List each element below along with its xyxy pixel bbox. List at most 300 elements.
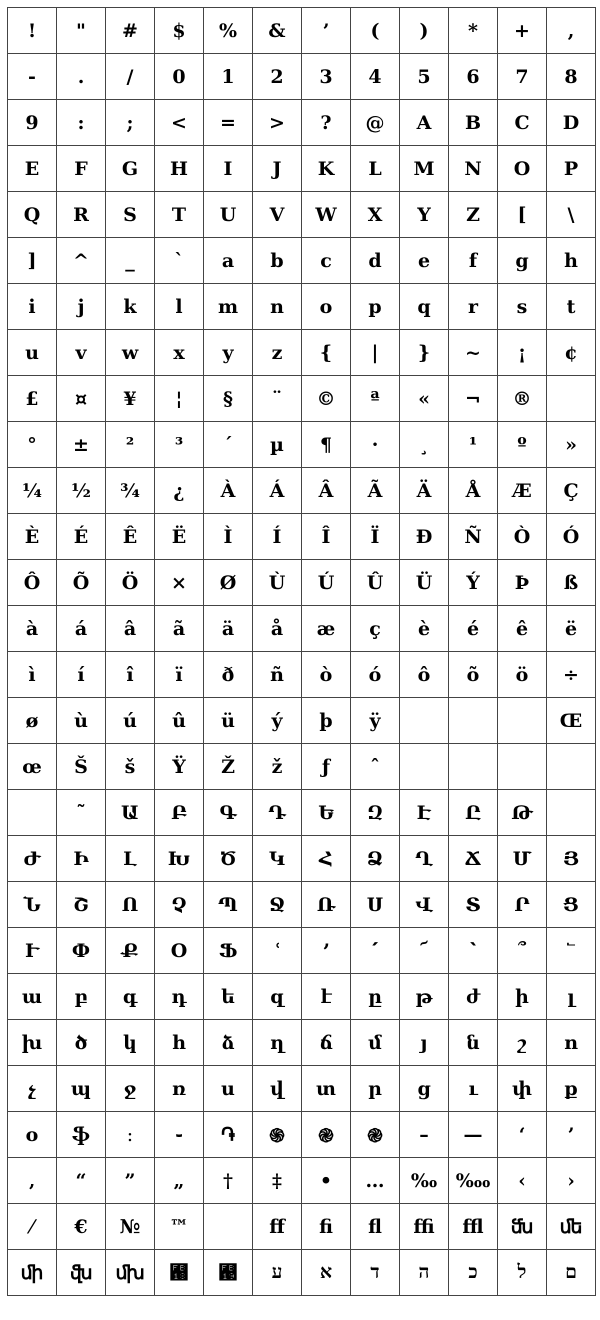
glyph-cell: Ä (400, 468, 449, 514)
glyph-cell: Ì (204, 514, 253, 560)
glyph-cell: ﬘ (155, 1250, 204, 1296)
glyph-cell: @ (351, 100, 400, 146)
glyph-cell: բ (57, 974, 106, 1020)
glyph-cell: b (253, 238, 302, 284)
glyph-cell: ¹ (449, 422, 498, 468)
glyph-cell: ª (351, 376, 400, 422)
glyph-cell: ղ (253, 1020, 302, 1066)
glyph-cell (449, 744, 498, 790)
glyph-cell: ñ (253, 652, 302, 698)
glyph-cell: Ր (498, 882, 547, 928)
glyph-cell: A (400, 100, 449, 146)
glyph-cell: É (57, 514, 106, 560)
glyph-cell: œ (8, 744, 57, 790)
glyph-grid (7, 7, 596, 1296)
glyph-cell: ՝ (449, 928, 498, 974)
glyph-cell: R (57, 192, 106, 238)
glyph-cell: ´ (204, 422, 253, 468)
glyph-cell: ö (498, 652, 547, 698)
glyph-cell: ՟ (547, 928, 596, 974)
glyph-cell: Ք (106, 928, 155, 974)
glyph-cell: o (302, 284, 351, 330)
glyph-cell: ց (400, 1066, 449, 1112)
glyph-cell: ® (498, 376, 547, 422)
glyph-cell: ’ (302, 8, 351, 54)
glyph-cell: խ (8, 1020, 57, 1066)
glyph-cell: x (155, 330, 204, 376)
glyph-cell: չ (8, 1066, 57, 1112)
glyph-cell: C (498, 100, 547, 146)
glyph-cell: # (106, 8, 155, 54)
glyph-cell: ‡ (253, 1158, 302, 1204)
glyph-cell: $ (155, 8, 204, 54)
glyph-cell: ¶ (302, 422, 351, 468)
glyph-cell: L (351, 146, 400, 192)
glyph-cell: Ý (449, 560, 498, 606)
glyph-cell: 1 (204, 54, 253, 100)
glyph-cell: տ (302, 1066, 351, 1112)
glyph-cell: ! (8, 8, 57, 54)
glyph-cell: ﬤ (449, 1250, 498, 1296)
glyph-cell: Ç (547, 468, 596, 514)
glyph-cell: Ù (253, 560, 302, 606)
glyph-cell (449, 698, 498, 744)
glyph-cell (498, 698, 547, 744)
glyph-cell: թ (400, 974, 449, 1020)
glyph-cell: ﬥ (498, 1250, 547, 1296)
glyph-cell: ձ (204, 1020, 253, 1066)
glyph-cell: % (204, 8, 253, 54)
glyph-cell: Լ (106, 836, 155, 882)
glyph-cell: Ձ (351, 836, 400, 882)
glyph-cell: Հ (302, 836, 351, 882)
glyph-cell: ½ (57, 468, 106, 514)
glyph-cell: “ (57, 1158, 106, 1204)
glyph-cell: z (253, 330, 302, 376)
glyph-cell: Ê (106, 514, 155, 560)
glyph-cell: ջ (106, 1066, 155, 1112)
glyph-cell: շ (498, 1020, 547, 1066)
glyph-cell: a (204, 238, 253, 284)
glyph-cell: K (302, 146, 351, 192)
glyph-cell: Գ (204, 790, 253, 836)
glyph-cell: × (155, 560, 204, 606)
glyph-cell: Ռ (302, 882, 351, 928)
glyph-cell: Ճ (449, 836, 498, 882)
glyph-cell: • (302, 1158, 351, 1204)
glyph-cell: ֊ (155, 1112, 204, 1158)
glyph-cell: ² (106, 422, 155, 468)
glyph-cell: Å (449, 468, 498, 514)
glyph-cell: E (8, 146, 57, 192)
glyph-cell: Õ (57, 560, 106, 606)
glyph-cell: Ի (57, 836, 106, 882)
glyph-cell: ü (204, 698, 253, 744)
glyph-cell: ¸ (400, 422, 449, 468)
glyph-cell: ‱ (449, 1158, 498, 1204)
glyph-cell: r (449, 284, 498, 330)
glyph-cell: Չ (155, 882, 204, 928)
glyph-cell: H (155, 146, 204, 192)
glyph-cell: h (547, 238, 596, 284)
glyph-cell: ¡ (498, 330, 547, 376)
glyph-cell: Ղ (400, 836, 449, 882)
glyph-cell: ֍ (253, 1112, 302, 1158)
glyph-cell: Š (57, 744, 106, 790)
glyph-cell: j (57, 284, 106, 330)
glyph-cell: 4 (351, 54, 400, 100)
glyph-cell: £ (8, 376, 57, 422)
glyph-cell: ﬂ (351, 1204, 400, 1250)
glyph-cell: ß (547, 560, 596, 606)
glyph-cell: յ (400, 1020, 449, 1066)
glyph-cell: ֎ (302, 1112, 351, 1158)
glyph-cell: ե (204, 974, 253, 1020)
glyph-cell: ժ (449, 974, 498, 1020)
glyph-cell: ﬓ (498, 1204, 547, 1250)
glyph-cell: à (8, 606, 57, 652)
glyph-cell: Յ (547, 836, 596, 882)
glyph-cell: Ö (106, 560, 155, 606)
glyph-cell: ø (8, 698, 57, 744)
glyph-cell: ¼ (8, 468, 57, 514)
glyph-cell (204, 1204, 253, 1250)
glyph-cell: _ (106, 238, 155, 284)
glyph-cell: æ (302, 606, 351, 652)
glyph-cell: N (449, 146, 498, 192)
glyph-cell: Մ (498, 836, 547, 882)
glyph-cell: ’ (547, 1112, 596, 1158)
glyph-cell: ﬀ (253, 1204, 302, 1250)
glyph-cell: " (57, 8, 106, 54)
glyph-cell: ù (57, 698, 106, 744)
glyph-cell: օ (8, 1112, 57, 1158)
glyph-cell: s (498, 284, 547, 330)
glyph-cell: Պ (204, 882, 253, 928)
glyph-cell: ն (449, 1020, 498, 1066)
glyph-cell: Ž (204, 744, 253, 790)
glyph-cell: § (204, 376, 253, 422)
glyph-cell: [ (498, 192, 547, 238)
glyph-cell: í (57, 652, 106, 698)
glyph-cell: ° (8, 422, 57, 468)
glyph-cell: Ա (106, 790, 155, 836)
glyph-cell: ը (351, 974, 400, 1020)
glyph-cell: k (106, 284, 155, 330)
glyph-cell: ¬ (449, 376, 498, 422)
glyph-cell: ¥ (106, 376, 155, 422)
glyph-cell: կ (106, 1020, 155, 1066)
glyph-cell: ç (351, 606, 400, 652)
glyph-cell: c (302, 238, 351, 284)
glyph-cell: ՚ (302, 928, 351, 974)
glyph-cell: ⁄ (8, 1204, 57, 1250)
glyph-cell: T (155, 192, 204, 238)
glyph-cell: Þ (498, 560, 547, 606)
glyph-cell: Կ (253, 836, 302, 882)
glyph-cell: › (547, 1158, 596, 1204)
glyph-cell: պ (57, 1066, 106, 1112)
glyph-cell: Ó (547, 514, 596, 560)
glyph-cell: Դ (253, 790, 302, 836)
glyph-cell: վ (253, 1066, 302, 1112)
glyph-cell: w (106, 330, 155, 376)
glyph-cell: 7 (498, 54, 547, 100)
glyph-cell: ú (106, 698, 155, 744)
glyph-cell: ﬠ (253, 1250, 302, 1296)
glyph-cell: „ (155, 1158, 204, 1204)
glyph-cell: ա (8, 974, 57, 1020)
glyph-cell: զ (253, 974, 302, 1020)
glyph-cell: Ÿ (155, 744, 204, 790)
glyph-cell: ﬄ (449, 1204, 498, 1250)
glyph-cell: Փ (57, 928, 106, 974)
glyph-cell: B (449, 100, 498, 146)
glyph-cell: ﬕ (8, 1250, 57, 1296)
glyph-cell: = (204, 100, 253, 146)
glyph-cell: ﬔ (547, 1204, 596, 1250)
glyph-cell: ս (204, 1066, 253, 1112)
glyph-cell: S (106, 192, 155, 238)
glyph-cell: - (8, 54, 57, 100)
glyph-cell: « (400, 376, 449, 422)
glyph-cell: ք (547, 1066, 596, 1112)
glyph-cell: î (106, 652, 155, 698)
glyph-cell: I (204, 146, 253, 192)
glyph-cell: 9 (8, 100, 57, 146)
glyph-cell: դ (155, 974, 204, 1020)
glyph-cell: 5 (400, 54, 449, 100)
glyph-cell: ã (155, 606, 204, 652)
glyph-cell: ì (8, 652, 57, 698)
glyph-cell: ։ (106, 1112, 155, 1158)
glyph-cell: ո (547, 1020, 596, 1066)
glyph-cell: Տ (449, 882, 498, 928)
glyph-cell: Á (253, 468, 302, 514)
glyph-cell: , (547, 8, 596, 54)
glyph-cell: ” (106, 1158, 155, 1204)
glyph-cell: G (106, 146, 155, 192)
glyph-cell: ‹ (498, 1158, 547, 1204)
glyph-cell: å (253, 606, 302, 652)
glyph-cell: Ծ (204, 836, 253, 882)
glyph-cell: \ (547, 192, 596, 238)
glyph-cell: µ (253, 422, 302, 468)
glyph-cell: Բ (155, 790, 204, 836)
glyph-cell: & (253, 8, 302, 54)
glyph-cell: ] (8, 238, 57, 284)
glyph-cell: ֎ (351, 1112, 400, 1158)
glyph-cell: F (57, 146, 106, 192)
glyph-cell: † (204, 1158, 253, 1204)
glyph-cell: № (106, 1204, 155, 1250)
glyph-cell: – (400, 1112, 449, 1158)
glyph-cell: M (400, 146, 449, 192)
glyph-cell: g (498, 238, 547, 284)
glyph-cell: ի (498, 974, 547, 1020)
glyph-cell: · (351, 422, 400, 468)
glyph-cell: € (57, 1204, 106, 1250)
glyph-cell: ó (351, 652, 400, 698)
glyph-cell: á (57, 606, 106, 652)
glyph-cell: Î (302, 514, 351, 560)
glyph-cell: ¦ (155, 376, 204, 422)
glyph-cell: è (400, 606, 449, 652)
glyph-cell (547, 376, 596, 422)
glyph-cell: ~ (449, 330, 498, 376)
glyph-cell: X (351, 192, 400, 238)
glyph-cell: ¿ (155, 468, 204, 514)
glyph-cell: Զ (351, 790, 400, 836)
glyph-cell: Ջ (253, 882, 302, 928)
glyph-cell: Ï (351, 514, 400, 560)
glyph-cell: ð (204, 652, 253, 698)
glyph-cell: . (57, 54, 106, 100)
glyph-cell: ﬡ (302, 1250, 351, 1296)
glyph-cell: ֏ (204, 1112, 253, 1158)
glyph-cell: Z (449, 192, 498, 238)
glyph-cell: ¢ (547, 330, 596, 376)
glyph-cell: ¾ (106, 468, 155, 514)
glyph-cell: { (302, 330, 351, 376)
glyph-cell: ﬣ (400, 1250, 449, 1296)
glyph-cell: | (351, 330, 400, 376)
glyph-cell: է (302, 974, 351, 1020)
glyph-cell: O (498, 146, 547, 192)
glyph-cell: Ú (302, 560, 351, 606)
glyph-cell: ^ (57, 238, 106, 284)
glyph-cell: Ց (547, 882, 596, 928)
glyph-cell: q (400, 284, 449, 330)
glyph-cell: â (106, 606, 155, 652)
glyph-cell: Ս (351, 882, 400, 928)
glyph-cell: 3 (302, 54, 351, 100)
glyph-cell: Ñ (449, 514, 498, 560)
glyph-cell: U (204, 192, 253, 238)
glyph-cell: ô (400, 652, 449, 698)
glyph-cell: Թ (498, 790, 547, 836)
glyph-cell: ծ (57, 1020, 106, 1066)
glyph-cell: Օ (155, 928, 204, 974)
glyph-cell: Q (8, 192, 57, 238)
glyph-cell: ? (302, 100, 351, 146)
glyph-cell: Ն (8, 882, 57, 928)
glyph-cell: õ (449, 652, 498, 698)
glyph-cell: Ò (498, 514, 547, 560)
glyph-cell: ÿ (351, 698, 400, 744)
glyph-cell: փ (498, 1066, 547, 1112)
glyph-cell: š (106, 744, 155, 790)
glyph-cell: ֆ (57, 1112, 106, 1158)
glyph-cell: ˆ (351, 744, 400, 790)
glyph-cell: ՜ (400, 928, 449, 974)
glyph-cell: } (400, 330, 449, 376)
glyph-cell: ﬢ (351, 1250, 400, 1296)
glyph-cell: t (547, 284, 596, 330)
glyph-cell: Y (400, 192, 449, 238)
glyph-cell: Œ (547, 698, 596, 744)
glyph-cell: > (253, 100, 302, 146)
glyph-cell: + (498, 8, 547, 54)
glyph-cell: y (204, 330, 253, 376)
glyph-cell: J (253, 146, 302, 192)
glyph-cell: º (498, 422, 547, 468)
glyph-cell: ﬁ (302, 1204, 351, 1250)
glyph-cell: Է (400, 790, 449, 836)
glyph-cell: È (8, 514, 57, 560)
glyph-cell: ž (253, 744, 302, 790)
glyph-cell: 8 (547, 54, 596, 100)
glyph-cell: : (57, 100, 106, 146)
glyph-cell: ³ (155, 422, 204, 468)
glyph-cell: ‰ (400, 1158, 449, 1204)
glyph-cell: ƒ (302, 744, 351, 790)
glyph-cell: Ւ (8, 928, 57, 974)
glyph-cell: ê (498, 606, 547, 652)
glyph-cell: 6 (449, 54, 498, 100)
glyph-cell (547, 744, 596, 790)
glyph-cell (547, 790, 596, 836)
glyph-cell: » (547, 422, 596, 468)
glyph-cell: Ë (155, 514, 204, 560)
glyph-cell: l (155, 284, 204, 330)
glyph-cell: û (155, 698, 204, 744)
glyph-cell: լ (547, 974, 596, 1020)
glyph-cell: ռ (155, 1066, 204, 1112)
glyph-cell: գ (106, 974, 155, 1020)
glyph-cell: ւ (449, 1066, 498, 1112)
glyph-cell (400, 744, 449, 790)
glyph-cell: < (155, 100, 204, 146)
glyph-cell: Ð (400, 514, 449, 560)
glyph-cell: Í (253, 514, 302, 560)
glyph-cell: W (302, 192, 351, 238)
glyph-cell: Ֆ (204, 928, 253, 974)
glyph-cell: Ե (302, 790, 351, 836)
glyph-cell: ¨ (253, 376, 302, 422)
glyph-cell: ( (351, 8, 400, 54)
glyph-cell: À (204, 468, 253, 514)
glyph-cell: Ã (351, 468, 400, 514)
glyph-cell: ä (204, 606, 253, 652)
glyph-cell: Â (302, 468, 351, 514)
glyph-cell: ` (155, 238, 204, 284)
glyph-cell: é (449, 606, 498, 652)
glyph-cell: P (547, 146, 596, 192)
glyph-cell: Æ (498, 468, 547, 514)
glyph-cell: ) (400, 8, 449, 54)
glyph-cell (8, 790, 57, 836)
glyph-cell: ¤ (57, 376, 106, 422)
glyph-cell: ÷ (547, 652, 596, 698)
glyph-cell: ՛ (351, 928, 400, 974)
glyph-cell: D (547, 100, 596, 146)
glyph-cell: p (351, 284, 400, 330)
glyph-cell: Շ (57, 882, 106, 928)
glyph-cell: ﬖ (57, 1250, 106, 1296)
glyph-cell: © (302, 376, 351, 422)
glyph-cell: ˜ (57, 790, 106, 836)
glyph-cell (400, 698, 449, 744)
glyph-cell: ﬗ (106, 1250, 155, 1296)
glyph-cell: Ժ (8, 836, 57, 882)
glyph-cell: i (8, 284, 57, 330)
glyph-cell: 2 (253, 54, 302, 100)
glyph-cell: Ü (400, 560, 449, 606)
glyph-cell: հ (155, 1020, 204, 1066)
glyph-cell: ; (106, 100, 155, 146)
glyph-cell: Խ (155, 836, 204, 882)
